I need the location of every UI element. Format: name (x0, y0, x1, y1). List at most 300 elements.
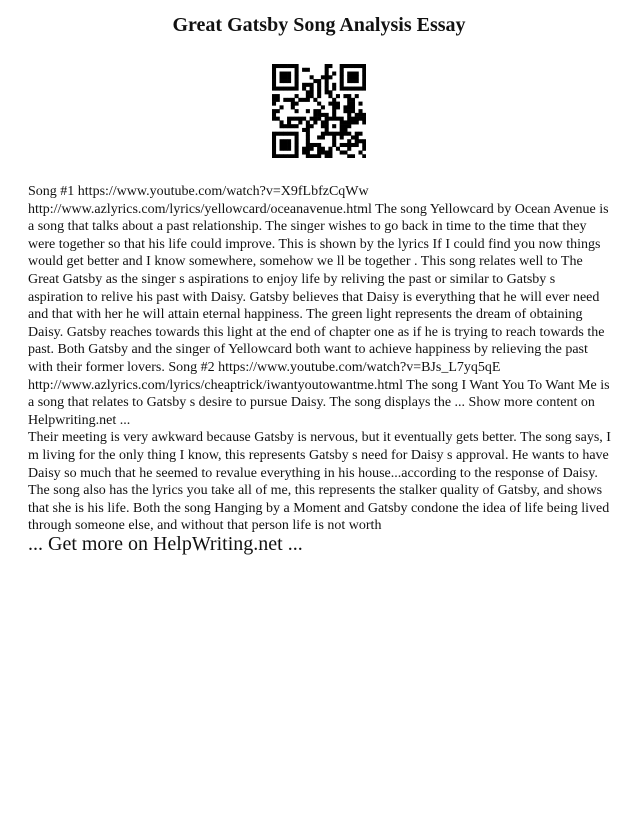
qr-module (347, 94, 351, 98)
qr-module (298, 98, 302, 102)
qr-module (280, 72, 284, 76)
qr-module (336, 132, 340, 136)
qr-module (351, 87, 355, 91)
qr-module (325, 90, 329, 94)
qr-module (295, 143, 299, 147)
qr-module (351, 154, 355, 158)
qr-module (295, 124, 299, 128)
qr-module (328, 90, 332, 94)
qr-module (358, 150, 362, 154)
qr-module (280, 147, 284, 151)
qr-module (291, 64, 295, 68)
qr-module (321, 132, 325, 136)
qr-module (347, 72, 351, 76)
qr-module (340, 124, 344, 128)
qr-module (340, 83, 344, 87)
qr-module (355, 75, 359, 79)
qr-module (362, 147, 366, 151)
qr-module (272, 109, 276, 113)
qr-module (358, 87, 362, 91)
qr-module (283, 75, 287, 79)
qr-module (336, 94, 340, 98)
qr-module (351, 117, 355, 121)
qr-module (325, 72, 329, 76)
qr-module (325, 124, 329, 128)
qr-code-graphic (272, 64, 366, 158)
qr-module (332, 109, 336, 113)
qr-module (272, 154, 276, 158)
qr-module (272, 132, 276, 136)
qr-module (287, 120, 291, 124)
qr-module (313, 117, 317, 121)
qr-module (283, 64, 287, 68)
qr-module (343, 128, 347, 132)
qr-module (328, 150, 332, 154)
qr-module (295, 117, 299, 121)
qr-module (362, 87, 366, 91)
qr-module (347, 147, 351, 151)
qr-module (310, 143, 314, 147)
qr-module (325, 128, 329, 132)
qr-module (272, 64, 276, 68)
qr-module (317, 79, 321, 83)
qr-module (340, 79, 344, 83)
qr-module (321, 113, 325, 117)
qr-module (287, 87, 291, 91)
qr-module (287, 139, 291, 143)
qr-module (317, 117, 321, 121)
qr-module (272, 147, 276, 151)
qr-module (272, 83, 276, 87)
qr-module (351, 105, 355, 109)
qr-module (340, 143, 344, 147)
qr-module (347, 79, 351, 83)
qr-module (276, 87, 280, 91)
qr-module (336, 105, 340, 109)
qr-module (351, 135, 355, 139)
qr-module (306, 147, 310, 151)
qr-module (355, 139, 359, 143)
qr-module (276, 98, 280, 102)
qr-module (272, 135, 276, 139)
qr-module (362, 143, 366, 147)
qr-module (317, 94, 321, 98)
qr-module (358, 113, 362, 117)
qr-module (336, 102, 340, 106)
qr-module (272, 102, 276, 106)
qr-module (347, 75, 351, 79)
qr-module (302, 147, 306, 151)
qr-module (347, 87, 351, 91)
qr-module (295, 132, 299, 136)
essay-paragraph-2: Their meeting is very awkward because Gatsby is nervous, but it eventually gets better. The song says, I m living for the only thing I know, this represents Gatsby s need for Daisy s approval. He wants to have Daisy so much that he seemed to revalue everything in his house...according to the response of Daisy. The song also has the lyrics you take all of me, this represents the stalker quality of Gatsby, and shows that she is his life. Both the song Hanging by a Moment and Gatsby condone the idea of life being lived through someone else, and without that person life is not worth (28, 430, 611, 534)
qr-module (306, 124, 310, 128)
qr-module (325, 64, 329, 68)
qr-module (287, 72, 291, 76)
qr-module (276, 109, 280, 113)
qr-module (343, 109, 347, 113)
qr-module (355, 72, 359, 76)
qr-module (287, 79, 291, 83)
qr-module (280, 79, 284, 83)
qr-module (362, 72, 366, 76)
qr-module (306, 154, 310, 158)
qr-module (313, 79, 317, 83)
qr-module (295, 135, 299, 139)
qr-module (291, 154, 295, 158)
qr-module (355, 64, 359, 68)
qr-module (332, 135, 336, 139)
qr-module (362, 83, 366, 87)
qr-module (280, 154, 284, 158)
qr-module (355, 120, 359, 124)
qr-module (295, 75, 299, 79)
qr-module (272, 113, 276, 117)
qr-module (351, 109, 355, 113)
qr-module (328, 147, 332, 151)
qr-module (302, 98, 306, 102)
qr-module (287, 117, 291, 121)
qr-module (328, 75, 332, 79)
qr-module (347, 102, 351, 106)
qr-module (336, 117, 340, 121)
qr-module (347, 124, 351, 128)
qr-module (272, 79, 276, 83)
qr-module (321, 124, 325, 128)
qr-module (302, 117, 306, 121)
qr-module (347, 117, 351, 121)
qr-module (306, 120, 310, 124)
qr-module (343, 143, 347, 147)
qr-module (306, 150, 310, 154)
qr-module (287, 64, 291, 68)
qr-module (302, 150, 306, 154)
qr-module (351, 102, 355, 106)
qr-module (332, 124, 336, 128)
qr-module (351, 75, 355, 79)
qr-module (295, 68, 299, 72)
qr-module (362, 75, 366, 79)
qr-module (310, 154, 314, 158)
qr-module (332, 98, 336, 102)
qr-module (287, 132, 291, 136)
qr-module (328, 117, 332, 121)
qr-module (351, 120, 355, 124)
qr-module (310, 83, 314, 87)
qr-module (343, 87, 347, 91)
qr-module (325, 79, 329, 83)
qr-module (332, 72, 336, 76)
qr-module (321, 120, 325, 124)
qr-module (325, 150, 329, 154)
qr-module (328, 94, 332, 98)
qr-module (280, 87, 284, 91)
qr-module (358, 109, 362, 113)
qr-module (306, 90, 310, 94)
qr-module (287, 143, 291, 147)
qr-module (325, 120, 329, 124)
qr-module (291, 98, 295, 102)
qr-module (306, 109, 310, 113)
qr-module (347, 98, 351, 102)
qr-module (283, 98, 287, 102)
qr-module (332, 105, 336, 109)
qr-module (295, 147, 299, 151)
qr-module (280, 75, 284, 79)
qr-module (340, 150, 344, 154)
qr-module (306, 132, 310, 136)
qr-module (302, 87, 306, 91)
qr-module (358, 117, 362, 121)
qr-module (306, 143, 310, 147)
qr-module (321, 75, 325, 79)
qr-module (340, 120, 344, 124)
qr-module (276, 64, 280, 68)
qr-module (283, 79, 287, 83)
qr-module (328, 132, 332, 136)
qr-module (280, 143, 284, 147)
qr-module (340, 117, 344, 121)
qr-module (272, 143, 276, 147)
qr-module (340, 128, 344, 132)
qr-module (298, 117, 302, 121)
qr-module (340, 87, 344, 91)
qr-module (272, 68, 276, 72)
qr-module (347, 113, 351, 117)
qr-module (321, 105, 325, 109)
qr-module (343, 150, 347, 154)
qr-module (313, 109, 317, 113)
qr-module (358, 102, 362, 106)
qr-module (355, 135, 359, 139)
qr-module (355, 132, 359, 136)
qr-module (313, 98, 317, 102)
qr-module (310, 117, 314, 121)
qr-module (291, 102, 295, 106)
qr-module (276, 154, 280, 158)
qr-module (362, 120, 366, 124)
qr-module (302, 128, 306, 132)
qr-module (280, 105, 284, 109)
qr-module (283, 143, 287, 147)
qr-module (355, 87, 359, 91)
qr-module (340, 64, 344, 68)
qr-module (340, 132, 344, 136)
qr-module (343, 132, 347, 136)
qr-module (306, 68, 310, 72)
qr-module (272, 150, 276, 154)
qr-module (325, 87, 329, 91)
qr-module (347, 139, 351, 143)
qr-module (276, 132, 280, 136)
qr-module (351, 143, 355, 147)
qr-module (340, 68, 344, 72)
qr-module (272, 139, 276, 143)
qr-module (272, 75, 276, 79)
qr-module (306, 98, 310, 102)
qr-code-icon (272, 64, 366, 158)
get-more-link[interactable]: ... Get more on HelpWriting.net ... (28, 533, 303, 555)
qr-module (295, 154, 299, 158)
qr-module (310, 90, 314, 94)
qr-module (283, 132, 287, 136)
qr-module (310, 94, 314, 98)
essay-paragraph-1: Song #1 https://www.youtube.com/watch?v=X9fLbfzCqWw http://www.azlyrics.com/lyrics/yellowcard/oceanavenue.html The song Yellowcard by Ocean Avenue is a song that talks about a past relationship. The singer wishes to go back in time to the time that they were together so that his life could improve. This is shown by the lyrics If I could find you now things would get better and I know somewhere, somehow we ll be together . This song relates well to The Great Gatsby as the singer s aspirations to enjoy life by reliving the past or similar to Gatsby s aspiration to relive his past with Daisy. Gatsby believes that Daisy is everything that he will ever need and that with her he will attain eternal happiness. The green light represents the dream of obtaining Daisy. Gatsby reaches towards this light at the end of chapter one as if he is trying to reach towards the past. Both Gatsby and the singer of Yellowcard both want to achieve happiness by relieving the past with their former lovers. Song #2 https://www.youtube.com/watch?v=BJs_L7yq5qE http://www.azlyrics.com/lyrics/cheaptrick/iwantyoutowantme.html The song I Want You To Want Me is a song that relates to Gatsby s desire to pursue Daisy. The song displays the ... Show more content on Helpwriting.net ... (28, 184, 610, 428)
qr-module (317, 109, 321, 113)
qr-module (355, 79, 359, 83)
qr-module (347, 120, 351, 124)
qr-module (347, 154, 351, 158)
qr-module (291, 124, 295, 128)
qr-module (321, 135, 325, 139)
qr-module (362, 139, 366, 143)
qr-module (325, 75, 329, 79)
qr-module (347, 105, 351, 109)
qr-module (351, 72, 355, 76)
qr-module (295, 72, 299, 76)
qr-module (306, 135, 310, 139)
qr-module (306, 83, 310, 87)
qr-module (325, 68, 329, 72)
qr-module (283, 139, 287, 143)
qr-module (340, 75, 344, 79)
qr-module (351, 64, 355, 68)
qr-module (310, 75, 314, 79)
qr-module (295, 64, 299, 68)
qr-module (283, 72, 287, 76)
qr-module (310, 124, 314, 128)
qr-module (287, 98, 291, 102)
qr-module (280, 120, 284, 124)
qr-module (332, 83, 336, 87)
qr-module (343, 64, 347, 68)
qr-module (280, 132, 284, 136)
qr-module (306, 128, 310, 132)
qr-module (291, 105, 295, 109)
qr-module (328, 102, 332, 106)
qr-module (313, 120, 317, 124)
qr-module (347, 143, 351, 147)
essay-body (28, 183, 612, 535)
qr-module (291, 117, 295, 121)
qr-module (280, 139, 284, 143)
qr-module (358, 132, 362, 136)
qr-module (295, 109, 299, 113)
qr-module (340, 135, 344, 139)
qr-module (272, 72, 276, 76)
qr-module (362, 64, 366, 68)
qr-module (280, 124, 284, 128)
qr-module (306, 94, 310, 98)
qr-module (325, 117, 329, 121)
qr-module (295, 139, 299, 143)
qr-module (362, 68, 366, 72)
qr-module (295, 87, 299, 91)
qr-module (313, 154, 317, 158)
qr-module (310, 87, 314, 91)
qr-module (306, 139, 310, 143)
qr-module (317, 90, 321, 94)
qr-module (276, 94, 280, 98)
qr-module (317, 147, 321, 151)
qr-module (325, 83, 329, 87)
qr-module (347, 64, 351, 68)
qr-module (287, 147, 291, 151)
qr-module (298, 120, 302, 124)
qr-module (272, 98, 276, 102)
qr-module (332, 102, 336, 106)
qr-module (355, 117, 359, 121)
qr-module (340, 72, 344, 76)
qr-module (302, 68, 306, 72)
qr-module (280, 64, 284, 68)
qr-module (302, 83, 306, 87)
qr-module (325, 154, 329, 158)
qr-module (351, 98, 355, 102)
qr-module (328, 154, 332, 158)
qr-module (347, 109, 351, 113)
qr-module (343, 124, 347, 128)
qr-module (343, 94, 347, 98)
qr-module (358, 139, 362, 143)
qr-module (332, 117, 336, 121)
qr-module (317, 150, 321, 154)
qr-module (355, 113, 359, 117)
qr-module (317, 87, 321, 91)
qr-module (362, 117, 366, 121)
qr-module (362, 113, 366, 117)
qr-module (358, 64, 362, 68)
qr-module (291, 87, 295, 91)
qr-module (317, 154, 321, 158)
qr-module (287, 154, 291, 158)
qr-module (295, 83, 299, 87)
qr-module (287, 75, 291, 79)
page-title: Great Gatsby Song Analysis Essay (172, 14, 466, 36)
qr-module (313, 113, 317, 117)
qr-module (317, 113, 321, 117)
qr-module (332, 132, 336, 136)
qr-module (317, 102, 321, 106)
qr-module (313, 143, 317, 147)
qr-module (283, 147, 287, 151)
qr-module (291, 132, 295, 136)
qr-module (321, 150, 325, 154)
qr-module (355, 94, 359, 98)
qr-module (362, 154, 366, 158)
qr-module (272, 117, 276, 121)
qr-module (295, 79, 299, 83)
qr-module (295, 94, 299, 98)
qr-module (295, 150, 299, 154)
qr-module (287, 124, 291, 128)
qr-module (310, 147, 314, 151)
qr-module (295, 102, 299, 106)
qr-module (283, 87, 287, 91)
qr-module (332, 87, 336, 91)
qr-module (325, 132, 329, 136)
qr-module (317, 143, 321, 147)
qr-module (283, 124, 287, 128)
qr-module (328, 64, 332, 68)
qr-module (347, 132, 351, 136)
qr-module (332, 113, 336, 117)
qr-module (343, 120, 347, 124)
qr-module (355, 143, 359, 147)
qr-module (283, 154, 287, 158)
qr-module (362, 79, 366, 83)
qr-module (317, 135, 321, 139)
